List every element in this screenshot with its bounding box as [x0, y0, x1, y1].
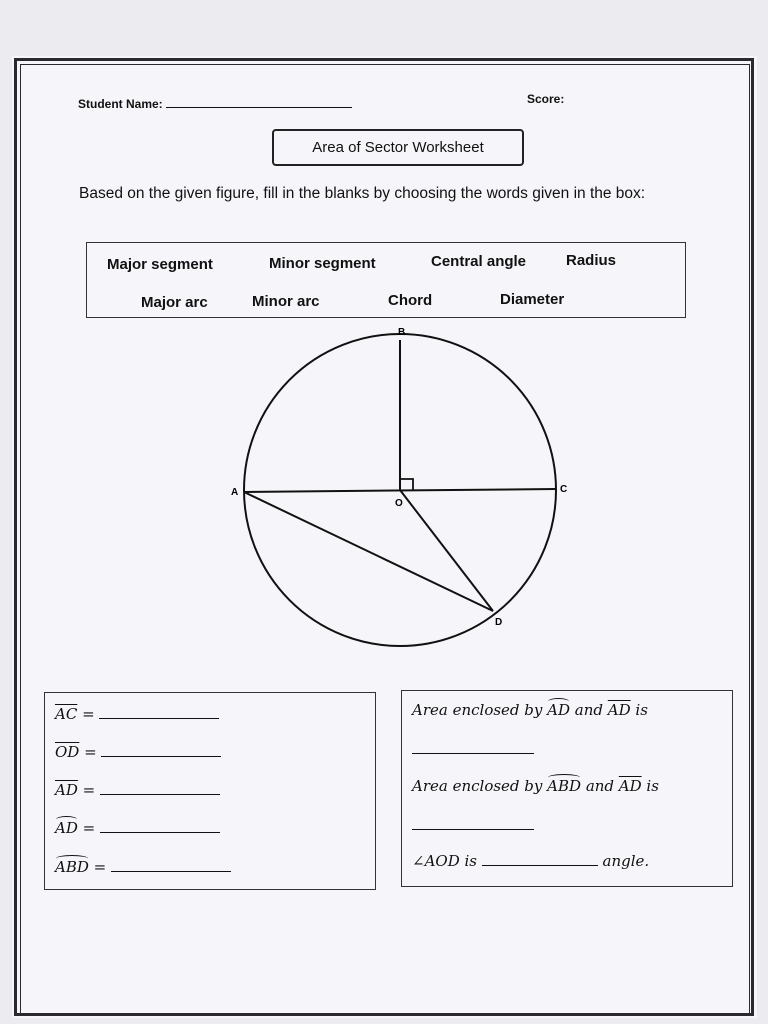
arc-label: ABD	[547, 777, 582, 795]
question-area-major	[412, 777, 659, 795]
answer-blank-wrapper	[412, 739, 534, 754]
segment-label: $\overline{OD}$	[55, 743, 80, 761]
question-ac	[55, 704, 219, 723]
question-text: Area enclosed by	[412, 777, 548, 795]
question-angle-aod	[412, 851, 649, 870]
answer-blank[interactable]	[111, 857, 231, 872]
equals-sign: =	[77, 781, 96, 799]
segment-label: $\overline{AD}$	[607, 701, 631, 719]
equals-sign: =	[77, 819, 96, 837]
word-bank-item: Radius	[566, 252, 617, 269]
segment-label: $\overline{AC}$	[55, 705, 78, 723]
question-ad-arc	[55, 818, 220, 837]
answer-blank[interactable]	[100, 780, 220, 795]
question-text: is	[641, 777, 659, 795]
question-od	[55, 742, 221, 761]
equals-sign: =	[88, 858, 107, 876]
word-bank-item: Minor arc	[252, 293, 320, 310]
student-name-label: Student Name:	[78, 97, 163, 111]
word-bank-item: Minor segment	[269, 255, 376, 272]
equals-sign: =	[79, 743, 97, 761]
answer-blank[interactable]	[100, 818, 220, 833]
instructions: Based on the given figure, fill in the blanks by choosing the words given in the box:	[79, 185, 646, 202]
segment-label: $\overline{AD}$	[55, 781, 78, 799]
question-text: and	[570, 701, 608, 719]
point-label-a: A	[231, 487, 239, 498]
question-ad-segment	[55, 780, 220, 799]
question-text: ∠AOD is	[412, 852, 482, 870]
arc-label: AD	[547, 701, 571, 719]
question-abd-arc	[55, 857, 231, 876]
question-text: angle.	[597, 852, 650, 870]
word-bank-item: Central angle	[431, 253, 527, 270]
question-text: Area enclosed by	[412, 701, 548, 719]
answer-blank[interactable]	[99, 704, 219, 719]
answer-blank-wrapper	[412, 815, 534, 830]
point-label-o: O	[395, 498, 403, 509]
segment-label: $\overline{AD}$	[618, 777, 642, 795]
point-label-c: C	[560, 484, 568, 495]
right-angle-marker	[400, 479, 413, 490]
answer-blank[interactable]	[412, 815, 534, 830]
question-area-minor	[412, 701, 648, 719]
point-label-d: D	[495, 617, 503, 628]
word-bank-item: Major arc	[141, 294, 208, 311]
equals-sign: =	[77, 705, 95, 723]
point-label-b: B	[398, 327, 406, 338]
radius-od	[400, 490, 493, 611]
arc-label: AD	[55, 819, 78, 837]
word-bank-item: Major segment	[107, 256, 213, 273]
answer-blank[interactable]	[482, 851, 598, 866]
word-bank-item: Diameter	[500, 291, 565, 308]
chord-ad	[244, 492, 493, 611]
answer-blank[interactable]	[412, 739, 534, 754]
question-text: and	[581, 777, 619, 795]
worksheet-title: Area of Sector Worksheet	[272, 129, 524, 166]
question-text: is	[630, 701, 648, 719]
arc-label: ABD	[55, 858, 89, 876]
answer-blank[interactable]	[101, 742, 221, 757]
score-label: Score:	[527, 92, 565, 106]
word-bank-item: Chord	[388, 292, 433, 309]
